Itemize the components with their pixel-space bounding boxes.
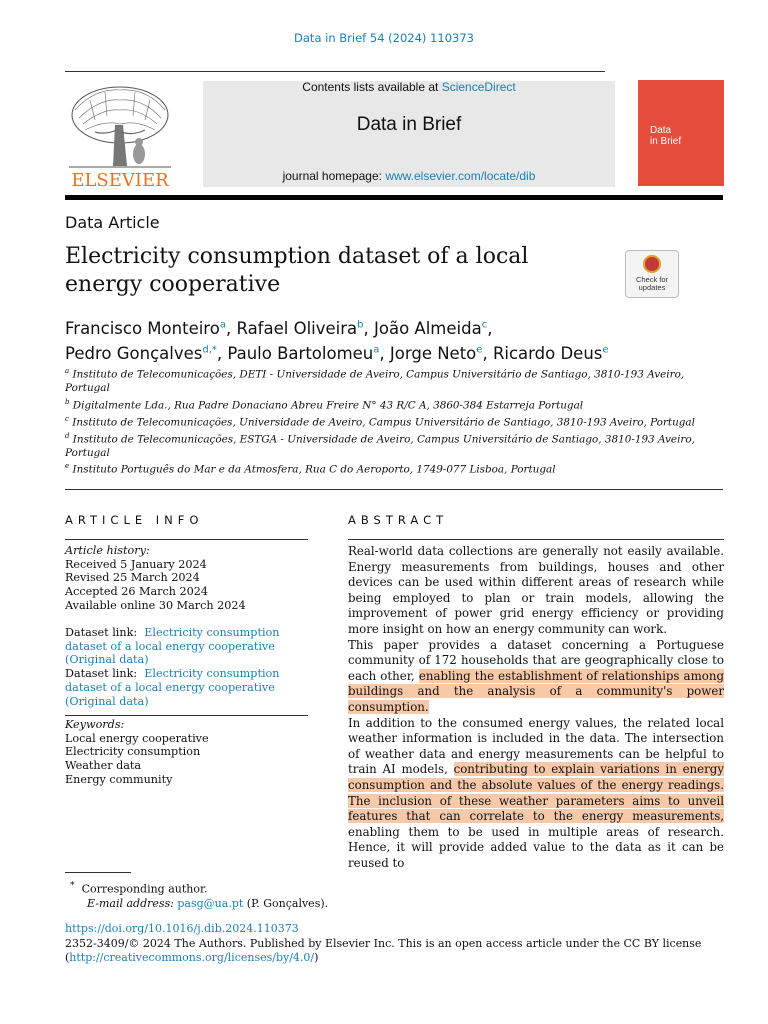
article-title: Electricity consumption dataset of a local energy cooperative [65,244,529,297]
keyword: Electricity consumption [65,745,201,759]
highlighted-text: contributing to explain variations in energy consumption and the absolute values of the energy readings. [348,762,724,792]
affiliation: $^a$ Instituto de Telecomunicações, DETI - Universidade de Aveiro, Campus Universitário de Santiago, 3810-193 Aveiro, Portugal [65,367,685,395]
elsevier-logo [65,80,175,190]
affiliation: $^c$ Instituto de Telecomunicações, Universidade de Aveiro, Campus Universitário de Santiago, 3810-193 Aveiro, Portugal [65,414,695,429]
affiliation-marker[interactable]: d,* [202,344,217,356]
abstract-paragraph: In addition to the consumed energy values, the related local weather information is included in the data. The intersection of weather data and energy measurements can be helpful to train AI models, contributing to explain variations in energy consumption and the absolute values of the energy readings. The inclusion of these weather parameters aims to unveil features that can correlate to the energy measurements, enabling them to be used in multiple areas of research. Hence, it will provide added value to the data as it can be reused to [348,715,724,870]
affiliation: $^e$ Instituto Português do Mar e da Atmosfera, Rua C do Aeroporto, 1749-077 Lisboa, Portugal [65,462,556,476]
keywords-rule [65,715,308,716]
license-link[interactable]: http://creativecommons.org/licenses/by/4.0/ [69,951,315,964]
dataset-link[interactable]: Electricity consumption dataset of a local energy cooperative (Original data) [65,667,280,708]
author: Pedro Gonçalves$^{d,*}$, [65,344,228,363]
keyword: Weather data [65,759,142,773]
cover-title [650,125,681,147]
history-label: Article history: [65,544,150,557]
license-link-line: (http://creativecommons.org/licenses/by/4.0/) [65,951,319,964]
elsevier-logo-text: ELSEVIER [71,170,169,190]
section-divider [65,489,723,490]
check-updates-label [626,276,678,292]
affiliation-marker[interactable]: c [481,319,488,330]
affiliation-marker[interactable]: a [219,319,226,330]
contents-line [203,80,615,94]
received-date: Received 5 January 2024 [65,557,207,571]
accepted-date: Accepted 26 March 2024 [65,585,208,599]
dataset-link-item: Dataset link: Electricity consumption dataset of a local energy cooperative (Original data) [65,626,280,667]
author: Francisco Monteiro$^a$, [65,318,237,338]
affiliation: $^d$ Instituto de Telecomunicações, ESTGA - Universidade de Aveiro, Campus Universitário de Santiago, 3810-193 Aveiro, Portugal [65,431,695,459]
revised-date: Revised 25 March 2024 [65,571,200,585]
dataset-link-item: Dataset link: Electricity consumption dataset of a local energy cooperative (Original data) [65,667,280,708]
abstract-body [348,544,724,871]
footnote-rule [65,872,131,873]
affiliation-marker[interactable]: a [373,344,380,356]
cover-title-line2: in Brief [650,136,682,147]
homepage-link[interactable]: www.elsevier.com/locate/dib [385,169,536,183]
abstract-paragraph: Real-world data collections are generally not easily available. Energy measurements from buildings, houses and other devices can be used within different areas of research while being employed to plan or train models, allowing the improvement of power grid energy efficiency or providing more insight on how an energy community can work. [348,544,724,636]
cover-title-line1: Data [650,125,672,136]
author: Paulo Bartolomeu$^a$, [227,344,390,363]
author-list [65,314,725,365]
footnote [70,879,328,911]
article-info-heading: ARTICLE INFO [65,513,204,527]
journal-citation[interactable]: Data in Brief 54 (2024) 110373 [294,31,474,45]
keyword: Local energy cooperative [65,731,209,745]
email-link[interactable]: pasg@ua.pt [177,896,244,910]
check-updates-line2: updates [638,283,666,292]
affiliation-marker[interactable]: e [476,344,483,356]
article-history [65,544,308,613]
affiliations [65,365,705,478]
doi-link[interactable]: https://doi.org/10.1016/j.dib.2024.110373 [65,922,299,935]
author: Jorge Neto$^e$, [389,344,493,363]
contents-prefix: Contents lists available at [302,80,442,94]
keyword: Energy community [65,772,173,786]
check-for-updates-button[interactable] [625,250,679,298]
keywords-label: Keywords: [65,718,125,731]
article-info-rule [65,539,308,540]
author: Rafael Oliveira$^b$, [236,318,374,338]
bookmark-icon [643,255,661,273]
online-date: Available online 30 March 2024 [65,598,246,612]
dataset-links [65,626,308,708]
sciencedirect-link[interactable]: ScienceDirect [441,80,516,94]
corresponding-author-note: * Corresponding author. [70,880,208,896]
homepage-line [203,169,615,183]
abstract-paragraph: This paper provides a dataset concerning a Portuguese community of 172 households that are geographically close to each other, enabling the establishment of relationships among buildings and the analysis of a community's power consumption. [348,637,725,714]
journal-name: Data in Brief [356,114,462,135]
homepage-prefix: journal homepage: [282,169,386,183]
dataset-link[interactable]: Electricity consumption dataset of a local energy cooperative (Original data) [65,626,280,667]
license-text: 2352-3409/© 2024 The Authors. Published by Elsevier Inc. This is an open access article under the CC BY license [65,936,702,950]
article-type: Data Article [65,213,160,232]
highlighted-text: The inclusion of these weather parameters aims to unveil features that can correlate to the energy measurements, [348,793,724,824]
highlighted-text: enabling the establishment of relationships among buildings and the analysis of a community's power consumption. [348,668,725,714]
affiliation: $^b$ Digitalmente Lda., Rua Padre Donaciano Abreu Freire N° 43 R/C A, 3860-384 Estarreja Portugal [65,397,584,412]
keywords [65,718,308,787]
affiliation-marker[interactable]: b [357,319,364,330]
doi-license-block [65,922,725,966]
abstract-rule [348,539,724,540]
author: João Almeida$^c$, [374,318,493,338]
email-line: E-mail address: pasg@ua.pt (P. Gonçalves). [87,896,329,910]
header-rule [65,71,605,72]
abstract-heading: ABSTRACT [348,513,449,527]
check-updates-line1: Check for [635,275,669,284]
affiliation-marker[interactable]: e [602,344,609,356]
thick-divider [65,195,723,200]
author: Ricardo Deus$^e$ [492,344,609,363]
